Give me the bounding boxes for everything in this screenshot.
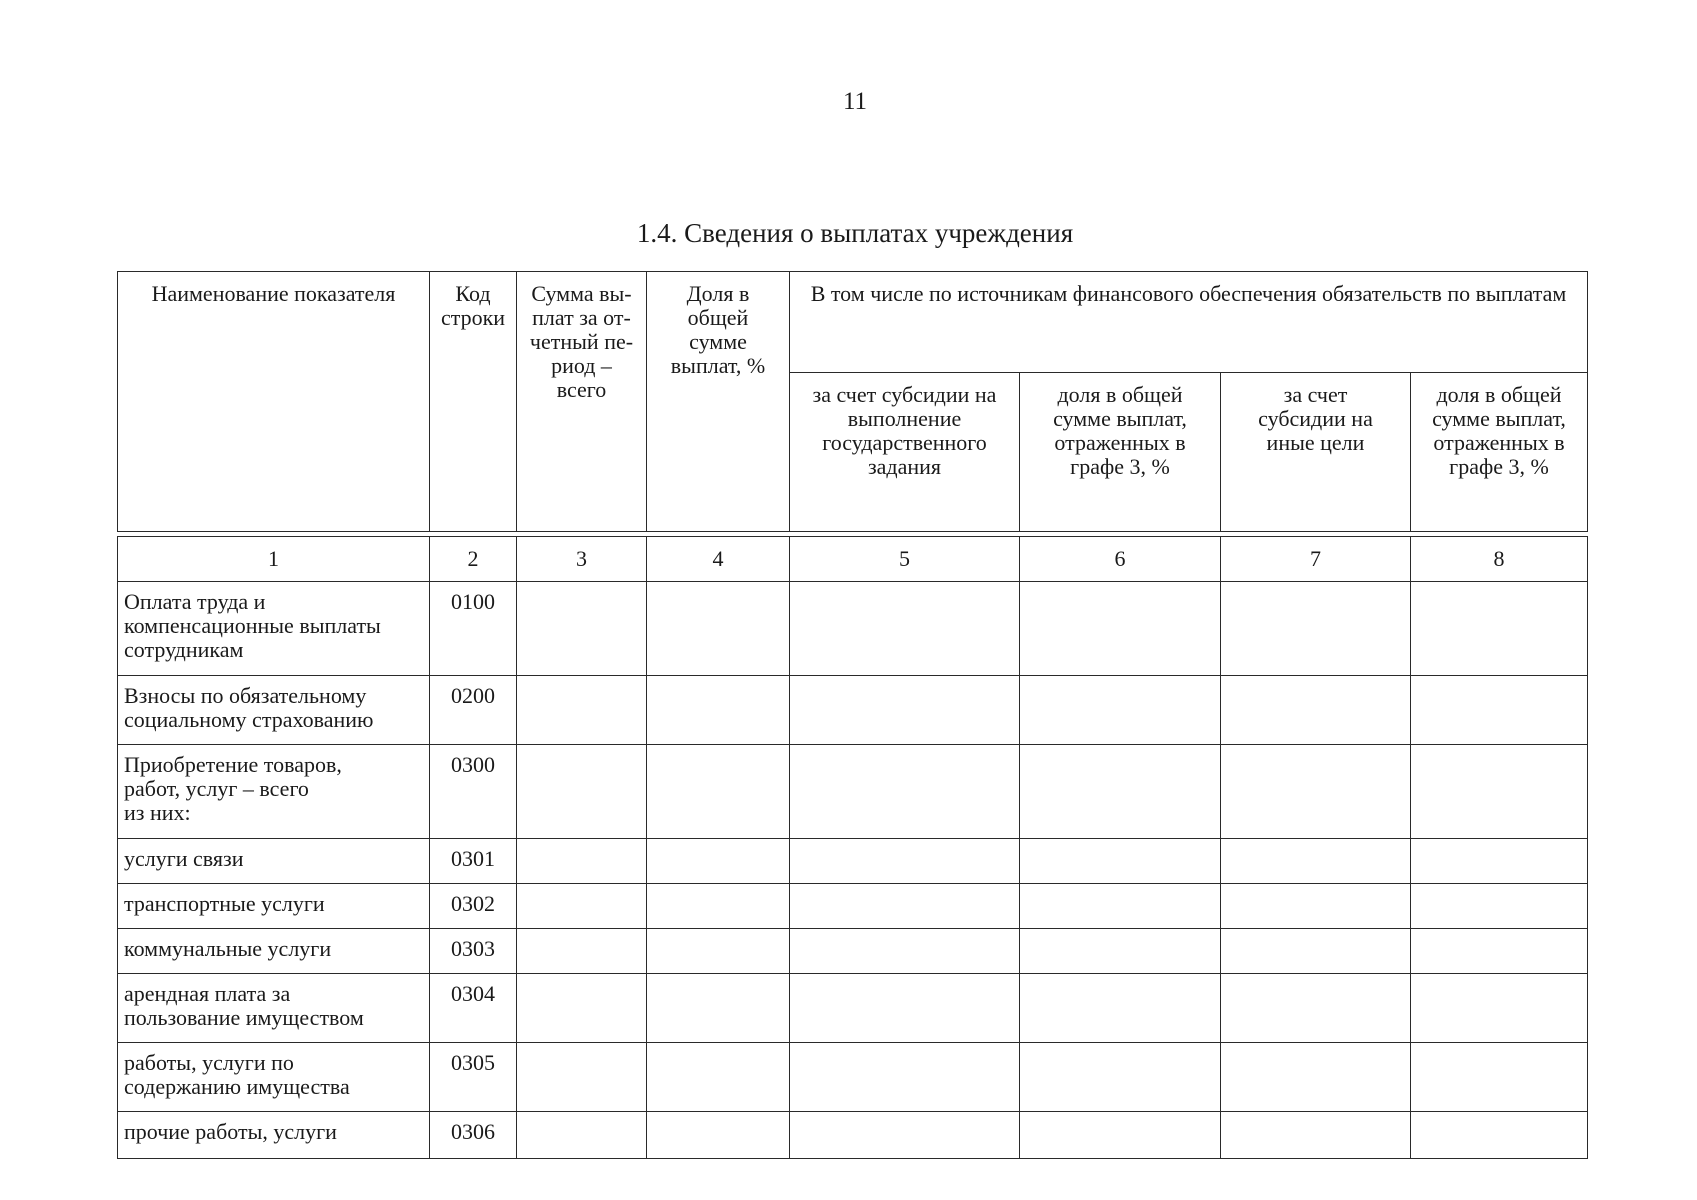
cell-sub-state-task xyxy=(790,745,1020,839)
row-name: арендная плата за пользование имуществом xyxy=(118,974,430,1043)
table-row xyxy=(118,1112,1588,1159)
page-number: 11 xyxy=(842,88,868,115)
cell-total xyxy=(517,1112,647,1159)
row-name: Оплата труда и компенсационные выплаты сотрудникам xyxy=(118,582,430,676)
header-share: Доля в общей сумме выплат, % xyxy=(647,272,790,532)
cell-sub-state-task xyxy=(790,1112,1020,1159)
cell-sub-other xyxy=(1221,582,1411,676)
table-row xyxy=(118,839,1588,884)
cell-sub-other xyxy=(1221,839,1411,884)
column-number: 4 xyxy=(647,537,790,582)
cell-sub-other-share xyxy=(1411,1043,1588,1112)
row-code: 0306 xyxy=(430,1112,517,1159)
table-row xyxy=(118,745,1588,839)
cell-total xyxy=(517,974,647,1043)
cell-share xyxy=(647,1043,790,1112)
cell-share xyxy=(647,745,790,839)
cell-sub-state-task-share xyxy=(1020,884,1221,929)
column-number: 8 xyxy=(1411,537,1588,582)
cell-share xyxy=(647,974,790,1043)
cell-sub-other-share xyxy=(1411,745,1588,839)
cell-sub-state-task xyxy=(790,676,1020,745)
cell-share xyxy=(647,884,790,929)
cell-share xyxy=(647,1112,790,1159)
cell-sub-state-task-share xyxy=(1020,745,1221,839)
column-number: 5 xyxy=(790,537,1020,582)
header-name: Наименование показателя xyxy=(118,272,430,532)
cell-sub-other xyxy=(1221,974,1411,1043)
row-code: 0200 xyxy=(430,676,517,745)
table-row xyxy=(118,582,1588,676)
row-name: Взносы по обязательному социальному страхованию xyxy=(118,676,430,745)
column-number: 2 xyxy=(430,537,517,582)
cell-share xyxy=(647,582,790,676)
row-name: коммунальные услуги xyxy=(118,929,430,974)
cell-share xyxy=(647,676,790,745)
cell-sub-state-task-share xyxy=(1020,1043,1221,1112)
row-name: работы, услуги по содержанию имущества xyxy=(118,1043,430,1112)
cell-sub-state-task-share xyxy=(1020,929,1221,974)
row-name: услуги связи xyxy=(118,839,430,884)
cell-total xyxy=(517,676,647,745)
cell-sub-other-share xyxy=(1411,839,1588,884)
header-sub-other-share: доля в общей сумме выплат, отраженных в графе 3, % xyxy=(1411,373,1588,532)
row-code: 0304 xyxy=(430,974,517,1043)
header-sub-other: за счет субсидии на иные цели xyxy=(1221,373,1411,532)
cell-total xyxy=(517,884,647,929)
cell-sub-other-share xyxy=(1411,676,1588,745)
row-code: 0305 xyxy=(430,1043,517,1112)
cell-sub-state-task xyxy=(790,884,1020,929)
cell-sub-other xyxy=(1221,745,1411,839)
cell-total xyxy=(517,1043,647,1112)
column-number-row xyxy=(118,537,1588,582)
cell-sub-other xyxy=(1221,676,1411,745)
header-sub-state-task-share: доля в общей сумме выплат, отраженных в графе 3, % xyxy=(1020,373,1221,532)
cell-sub-other-share xyxy=(1411,929,1588,974)
table-header-row-top xyxy=(118,272,1588,373)
cell-total xyxy=(517,929,647,974)
cell-sub-state-task-share xyxy=(1020,676,1221,745)
table-row xyxy=(118,929,1588,974)
column-number: 6 xyxy=(1020,537,1221,582)
cell-sub-other xyxy=(1221,1043,1411,1112)
header-code: Код строки xyxy=(430,272,517,532)
cell-share xyxy=(647,839,790,884)
header-total: Сумма вы- плат за от- четный пе- риод – всего xyxy=(517,272,647,532)
cell-sub-state-task-share xyxy=(1020,1112,1221,1159)
cell-sub-other-share xyxy=(1411,974,1588,1043)
cell-sub-state-task xyxy=(790,1043,1020,1112)
row-code: 0301 xyxy=(430,839,517,884)
row-code: 0100 xyxy=(430,582,517,676)
cell-total xyxy=(517,839,647,884)
cell-sub-state-task xyxy=(790,839,1020,884)
column-number: 7 xyxy=(1221,537,1411,582)
row-name: Приобретение товаров, работ, услуг – всего из них: xyxy=(118,745,430,839)
cell-sub-state-task xyxy=(790,974,1020,1043)
cell-total xyxy=(517,582,647,676)
row-name: транспортные услуги xyxy=(118,884,430,929)
column-number: 3 xyxy=(517,537,647,582)
header-sub-state-task: за счет субсидии на выполнение государственного задания xyxy=(790,373,1020,532)
section-title: 1.4. Сведения о выплатах учреждения xyxy=(636,218,1074,248)
header-sources-group: В том числе по источникам финансового обеспечения обязательств по выплатам xyxy=(790,272,1588,373)
cell-sub-state-task-share xyxy=(1020,974,1221,1043)
row-code: 0303 xyxy=(430,929,517,974)
cell-sub-other xyxy=(1221,884,1411,929)
cell-sub-other-share xyxy=(1411,582,1588,676)
table-row xyxy=(118,884,1588,929)
cell-total xyxy=(517,745,647,839)
table-row xyxy=(118,676,1588,745)
cell-sub-other-share xyxy=(1411,1112,1588,1159)
row-code: 0302 xyxy=(430,884,517,929)
cell-sub-other xyxy=(1221,1112,1411,1159)
column-number: 1 xyxy=(118,537,430,582)
row-name: прочие работы, услуги xyxy=(118,1112,430,1159)
cell-sub-other xyxy=(1221,929,1411,974)
cell-sub-state-task xyxy=(790,582,1020,676)
table-row xyxy=(118,1043,1588,1112)
row-code: 0300 xyxy=(430,745,517,839)
cell-sub-other-share xyxy=(1411,884,1588,929)
payments-table xyxy=(117,271,1588,1159)
table-row xyxy=(118,974,1588,1043)
cell-sub-state-task-share xyxy=(1020,582,1221,676)
cell-sub-state-task xyxy=(790,929,1020,974)
cell-sub-state-task-share xyxy=(1020,839,1221,884)
cell-share xyxy=(647,929,790,974)
